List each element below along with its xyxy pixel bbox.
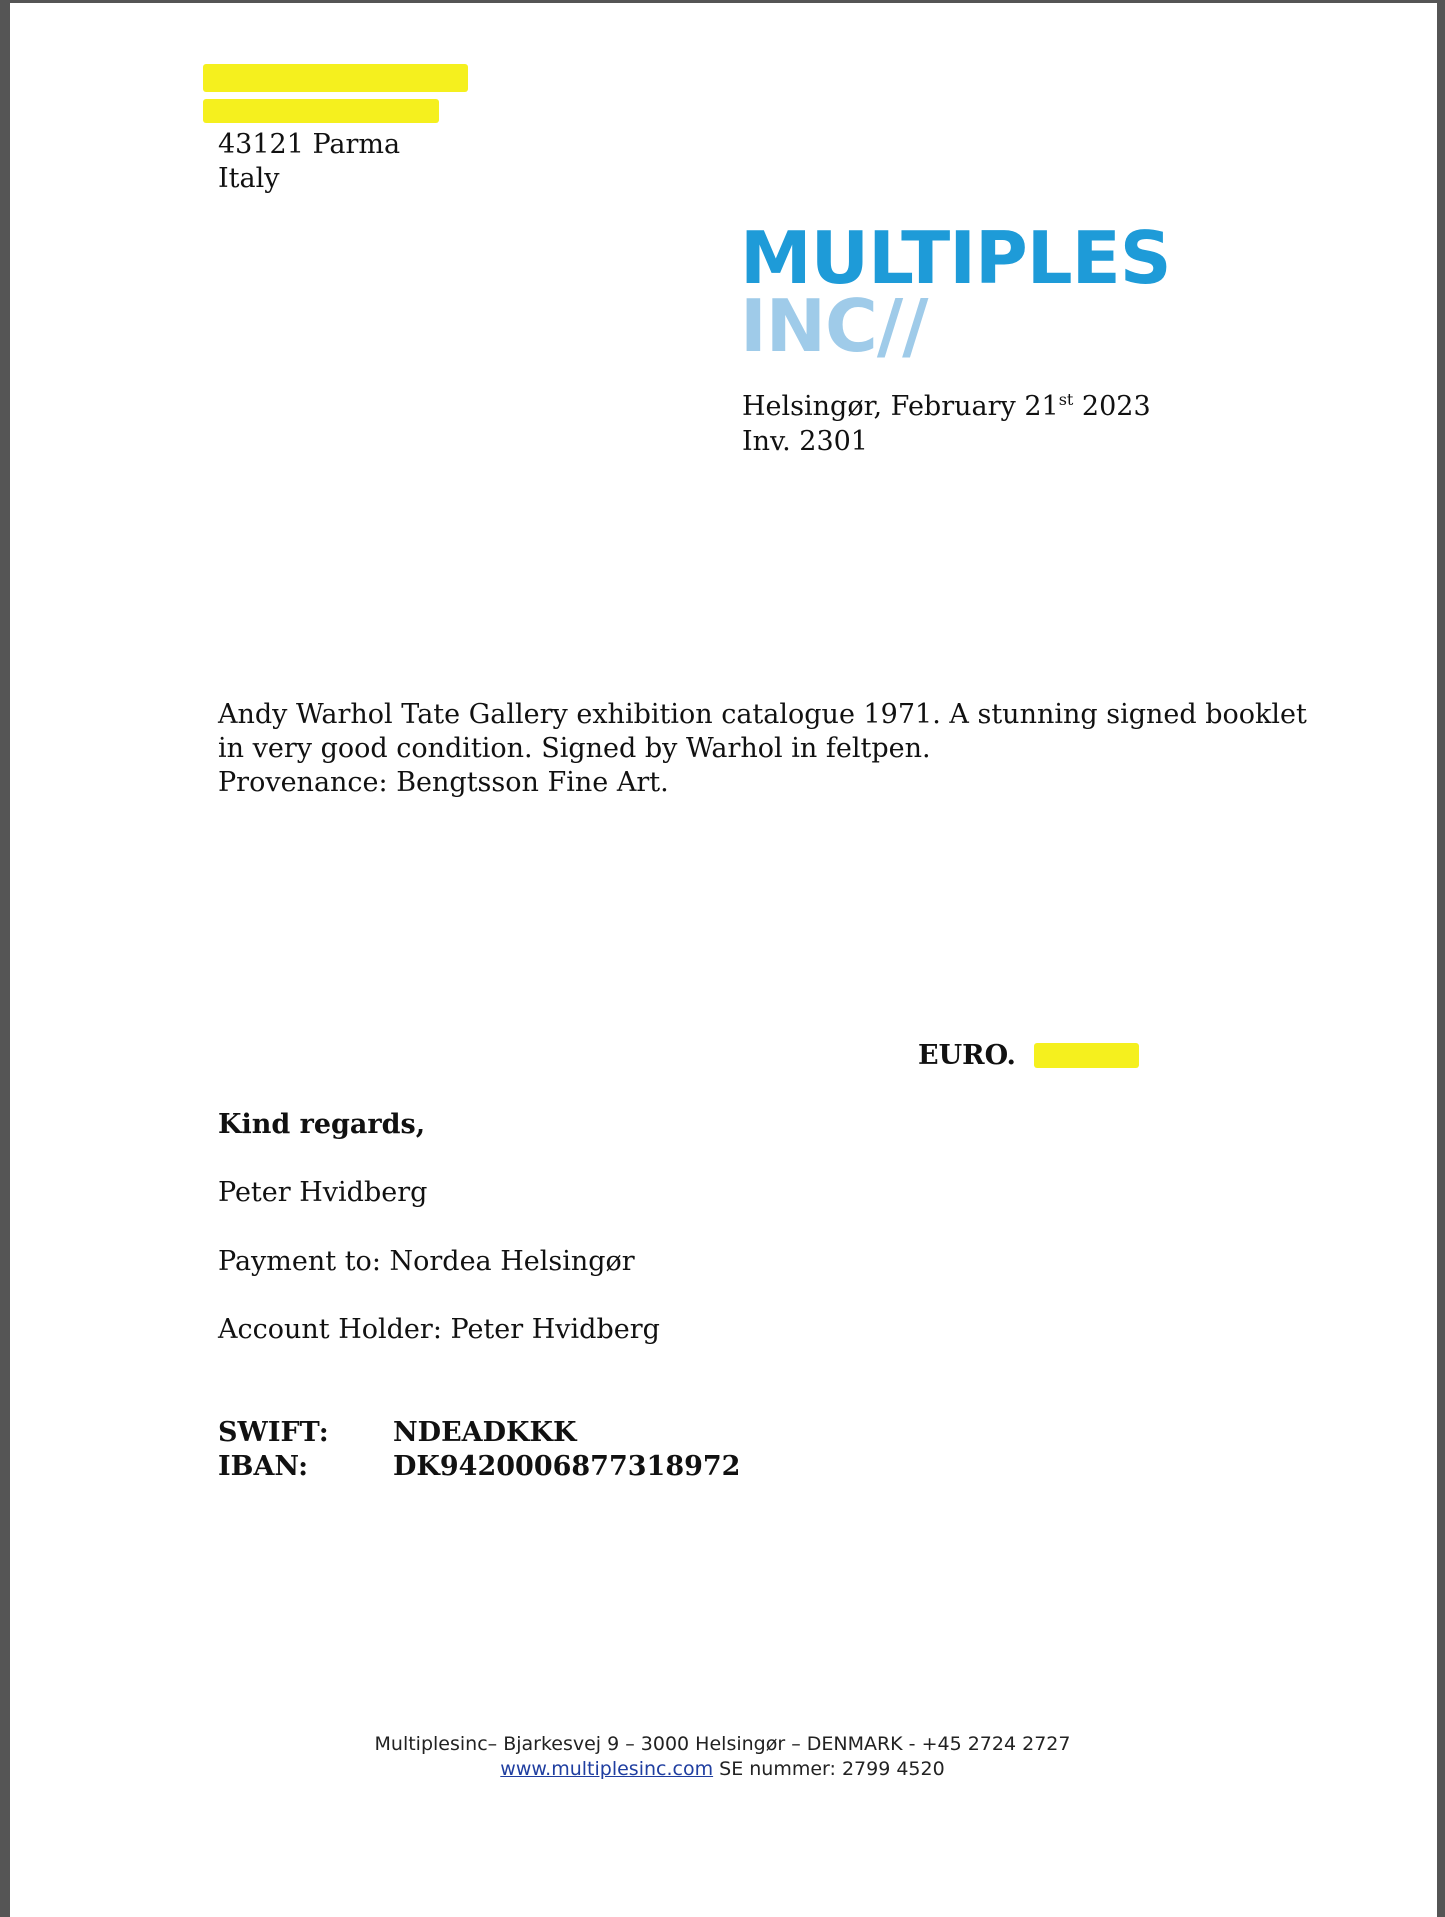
page-border-left [0, 0, 10, 1917]
description-line-1: Andy Warhol Tate Gallery exhibition catalogue 1971. A stunning signed booklet [218, 699, 1307, 730]
footer-contact [0, 1757, 1445, 1782]
place-date: Helsingør, February 21st 2023 [742, 390, 1151, 422]
description-line-3: Provenance: Bengtsson Fine Art. [218, 767, 669, 798]
closing-greeting: Kind regards, [218, 1109, 426, 1140]
page-border-right [1437, 0, 1445, 1917]
company-logo [740, 216, 1171, 368]
iban-label: IBAN: [218, 1451, 309, 1482]
redaction-highlight-name [203, 64, 468, 92]
logo-line-inc: INC// [740, 284, 928, 368]
account-holder: Account Holder: Peter Hvidberg [218, 1314, 660, 1345]
recipient-postal-city: 43121 Parma [218, 129, 401, 160]
redaction-highlight-amount [1034, 1043, 1139, 1068]
se-number: SE nummer: 2799 4520 [713, 1758, 945, 1780]
iban-value: DK9420006877318972 [393, 1451, 741, 1482]
payment-to: Payment to: Nordea Helsingør [218, 1246, 635, 1277]
recipient-country: Italy [218, 163, 280, 194]
signatory-name: Peter Hvidberg [218, 1177, 428, 1208]
description-line-2: in very good condition. Signed by Warhol in feltpen. [218, 733, 931, 764]
footer-address: Multiplesinc– Bjarkesvej 9 – 3000 Helsingør – DENMARK - +45 2724 2727 [374, 1733, 1071, 1755]
amount-currency-label: EURO. [918, 1040, 1016, 1071]
redaction-highlight-street [203, 99, 439, 123]
logo-line-multiples: MULTIPLES [740, 216, 1171, 300]
swift-label: SWIFT: [218, 1417, 329, 1448]
invoice-number: Inv. 2301 [742, 426, 868, 457]
page-border-top [0, 0, 1445, 3]
swift-value: NDEADKKK [393, 1417, 577, 1448]
website-link[interactable]: www.multiplesinc.com [500, 1758, 714, 1780]
